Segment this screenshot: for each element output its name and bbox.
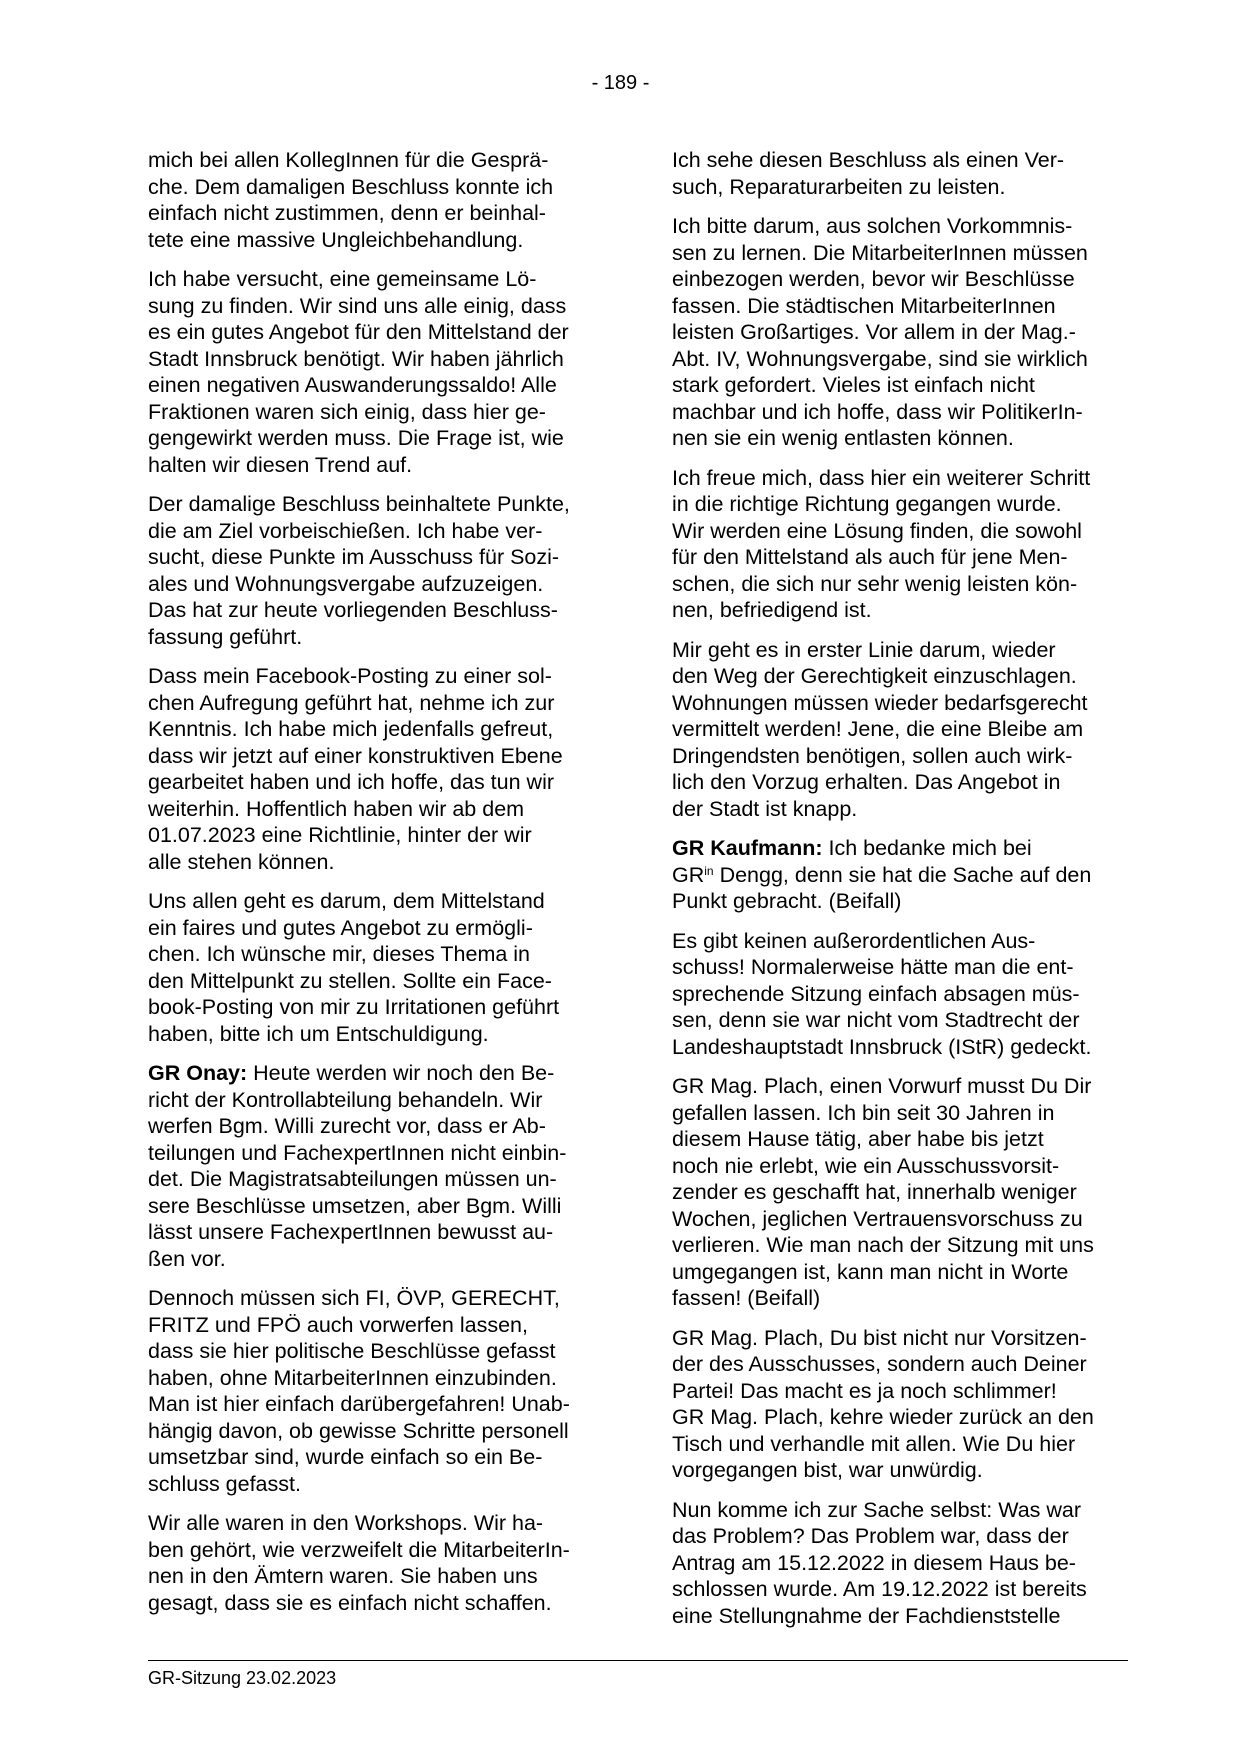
paragraph: Ich habe versucht, eine gemeinsame Lö- sung zu finden. Wir sind uns alle einig, dass es ein gutes Angebot für den Mittelstand der Stadt Innsbruck benötigt. Wir haben jährlich einen negativen Auswanderungssaldo! Alle Fraktionen waren sich einig, dass hier ge- gengewirkt werden muss. Die Frage ist, wie halten wir diesen Trend auf.	[148, 267, 569, 477]
speech-text: Heute werden wir noch den Be- richt der Kontrollabteilung behandeln. Wir werfen Bgm. Willi zurecht vor, dass er Ab- teilungen und FachexpertInnen nicht einbin- det. Die Magistratsabteilungen müssen un- sere Beschlüsse umsetzen, aber Bgm. Willi lässt unsere FachexpertInnen bewusst au- ßen vor.	[148, 1061, 567, 1271]
paragraph: Dass mein Facebook-Posting zu einer sol- chen Aufregung geführt hat, nehme ich zur Kenntnis. Ich habe mich jedenfalls gefreut, dass wir jetzt auf einer konstruktiven Ebene gearbeitet haben und ich hoffe, das tun wir weiterhin. Hoffentlich haben wir ab dem 01.07.2023 eine Richtlinie, hinter der wir alle stehen können.	[148, 664, 563, 874]
superscript: in	[704, 863, 714, 878]
paragraph: Nun komme ich zur Sache selbst: Was war das Problem? Das Problem war, dass der Antrag am 15.12.2022 in diesem Haus be- schlossen wurde. Am 19.12.2022 ist bereits eine Stellungnahme der Fachdienststelle	[672, 1497, 1087, 1628]
paragraph: Ich bitte darum, aus solchen Vorkommnis- sen zu lernen. Die MitarbeiterInnen müssen einbezogen werden, bevor wir Beschlüsse fassen. Die städtischen MitarbeiterInnen leisten Großartiges. Vor allem in der Mag.- Abt. IV, Wohnungsvergabe, sind sie wirklich stark gefordert. Vieles ist einfach nicht machbar und ich hoffe, dass wir PolitikerIn- nen sie ein wenig entlasten können.	[672, 214, 1088, 450]
speech-kaufmann	[672, 835, 1132, 915]
page-number: - 189 -	[591, 72, 650, 94]
paragraph: Dennoch müssen sich FI, ÖVP, GERECHT, FRITZ und FPÖ auch vorwerfen lassen, dass sie hier politische Beschlüsse gefasst haben, ohne MitarbeiterInnen einzubinden. Man ist hier einfach darübergefahren! Unab- hängig davon, ob gewisse Schritte personell umsetzbar sind, wurde einfach so ein Be- schluss gefasst.	[148, 1286, 570, 1496]
paragraph: Es gibt keinen außerordentlichen Aus- schuss! Normalerweise hätte man die ent- sprechende Sitzung einfach absagen müs- sen, denn sie war nicht vom Stadtrecht der Landeshauptstadt Innsbruck (IStR) gedeckt.	[672, 928, 1092, 1059]
right-column	[672, 147, 1132, 1642]
paragraph: GR Mag. Plach, einen Vorwurf musst Du Dir gefallen lassen. Ich bin seit 30 Jahren in diesem Hause tätig, aber habe bis jetzt noch nie erlebt, wie ein Ausschussvorsit- zender es geschafft hat, innerhalb weniger Wochen, jeglichen Vertrauensvorschuss zu verlieren. Wie man nach der Sitzung mit uns umgegangen ist, kann man nicht in Worte fassen! (Beifall)	[672, 1074, 1094, 1310]
footer-divider	[148, 1660, 1128, 1661]
speech-onay	[148, 1060, 608, 1272]
paragraph: mich bei allen KollegInnen für die Gesprä- che. Dem damaligen Beschluss konnte ich einfach nicht zustimmen, denn er beinhal- tete eine massive Ungleichbehandlung.	[148, 148, 554, 252]
footer-text: GR-Sitzung 23.02.2023	[148, 1668, 337, 1688]
speaker-name: GR Kaufmann:	[672, 836, 823, 860]
paragraph: Ich sehe diesen Beschluss als einen Ver- such, Reparaturarbeiten zu leisten.	[672, 148, 1065, 199]
speech-text: Ich bedanke mich bei GR	[672, 836, 1032, 887]
paragraph: Der damalige Beschluss beinhaltete Punkte, die am Ziel vorbeischießen. Ich habe ver- sucht, diese Punkte im Ausschuss für Sozi- ales und Wohnungsvergabe aufzuzeigen. Das hat zur heute vorliegenden Beschluss- fassung geführt.	[148, 492, 570, 649]
paragraph: Uns allen geht es darum, dem Mittelstand ein faires und gutes Angebot zu ermögli- chen. Ich wünsche mir, dieses Thema in den Mittelpunkt zu stellen. Sollte ein Face- book-Posting von mir zu Irritationen geführt haben, bitte ich um Entschuldigung.	[148, 889, 560, 1046]
speaker-name: GR Onay:	[148, 1061, 248, 1085]
left-column	[148, 147, 608, 1629]
paragraph: Wir alle waren in den Workshops. Wir ha- ben gehört, wie verzweifelt die MitarbeiterIn- nen in den Ämtern waren. Sie haben uns gesagt, dass sie es einfach nicht schaffen.	[148, 1511, 570, 1615]
speech-text: Dengg, denn sie hat die Sache auf den Punkt gebracht. (Beifall)	[672, 862, 1092, 913]
paragraph: Mir geht es in erster Linie darum, wieder den Weg der Gerechtigkeit einzuschlagen. Wohnungen müssen wieder bedarfsgerecht vermittelt werden! Jene, die eine Bleibe am Dringendsten benötigen, sollen auch wirk- lich den Vorzug erhalten. Das Angebot in der Stadt ist knapp.	[672, 637, 1088, 821]
paragraph: GR Mag. Plach, Du bist nicht nur Vorsitzen- der des Ausschusses, sondern auch Deiner Partei! Das macht es ja noch schlimmer! GR Mag. Plach, kehre wieder zurück an den Tisch und verhandle mit allen. Wie Du hier vorgegangen bist, war unwürdig.	[672, 1325, 1094, 1482]
paragraph: Ich freue mich, dass hier ein weiterer Schritt in die richtige Richtung gegangen wurde. Wir werden eine Lösung finden, die sowohl für den Mittelstand als auch für jene Men- schen, die sich nur sehr wenig leisten kön- nen, befriedigend ist.	[672, 465, 1091, 622]
